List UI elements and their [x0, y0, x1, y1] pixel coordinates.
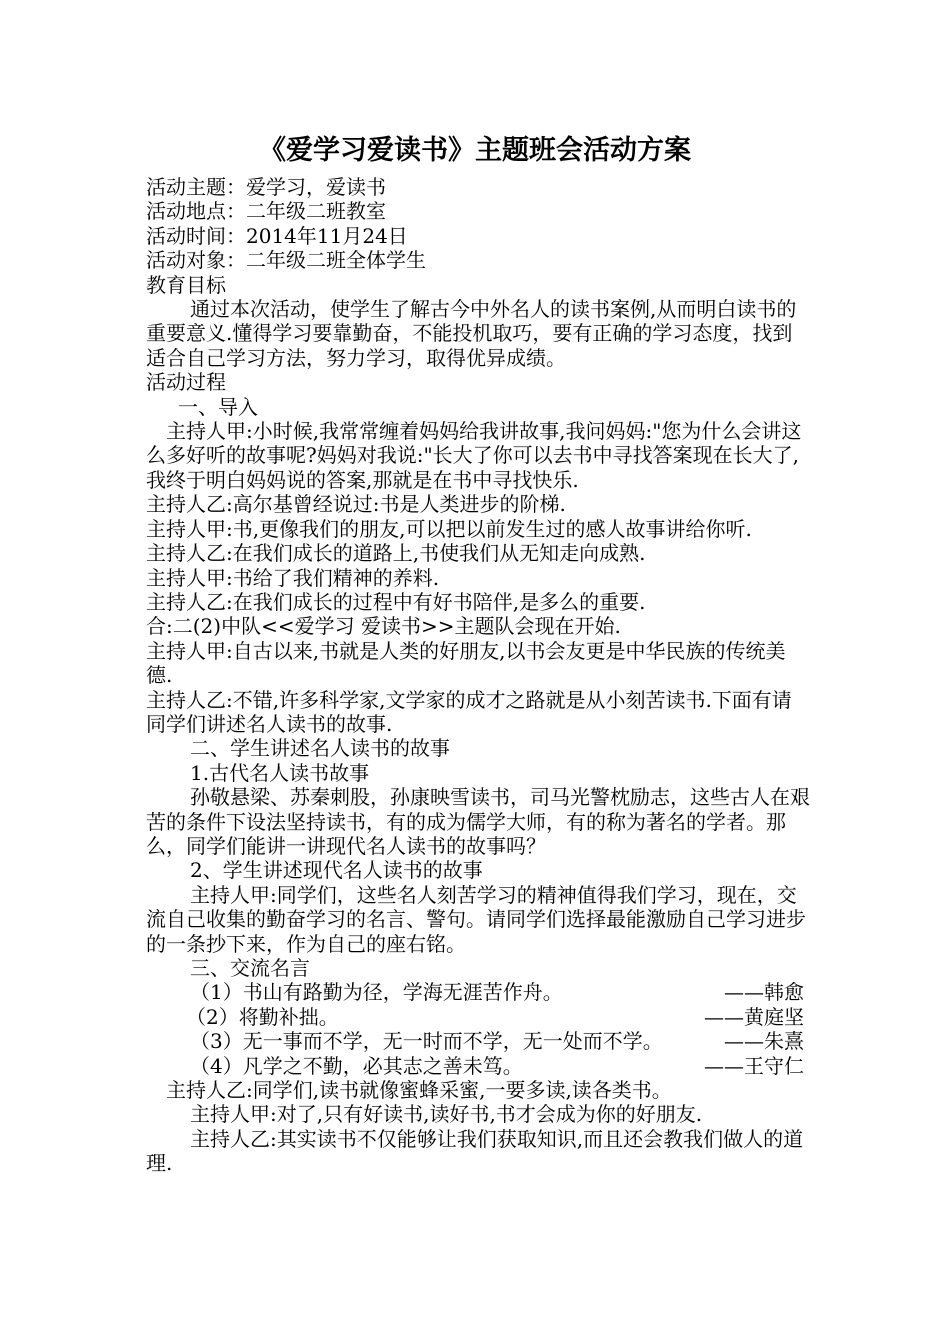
closing-paragraph: 主持人乙:其实读书不仅能够让我们获取知识,而且还会教我们做人的道理.: [146, 1126, 804, 1176]
intro-paragraph: 主持人乙:在我们成长的过程中有好书陪伴,是多么的重要.: [146, 589, 646, 614]
quote-author: ——朱熹: [724, 1029, 804, 1054]
info-time: 活动时间：2014年11月24日: [146, 223, 408, 248]
intro-paragraph: 主持人甲:小时候,我常常缠着妈妈给我讲故事,我问妈妈:"您为什么会讲这么多好听的故事呢?妈妈对我说:"长大了你可以去书中寻找答案现在长大了,我终于明白妈妈说的答案,那就是在书中寻找快乐.: [146, 419, 802, 492]
section-heading-intro: 一、导入: [178, 394, 258, 419]
ancient-stories-text: 孙敬悬梁、苏秦刺股，孙康映雪读书，司马光警枕励志，这些古人在艰苦的条件下设法坚持读书，有的成为儒学大师，有的称为著名的学者。那么，同学们能讲一讲现代名人读书的故事吗？: [146, 785, 810, 858]
quote-text: （2）将勤补拙。: [186, 1004, 339, 1029]
quote-line: [146, 980, 810, 1004]
quote-text: （3）无一事而不学，无一时而不学，无一处而不学。: [190, 1029, 663, 1054]
quote-line: [146, 1029, 810, 1053]
goal-heading: 教育目标: [146, 272, 226, 297]
info-theme: 活动主题：爱学习，爱读书: [146, 175, 386, 199]
quote-text: （1）书山有路勤为径，学海无涯苦作舟。: [190, 980, 563, 1005]
intro-paragraph: 主持人乙:高尔基曾经说过:书是人类进步的阶梯.: [146, 492, 566, 517]
section-heading-quotes: 三、交流名言: [190, 956, 310, 980]
subheading-modern-stories: 2、学生讲述现代名人读书的故事: [190, 858, 483, 883]
subheading-ancient-stories: 1.古代名人读书故事: [190, 760, 370, 785]
intro-paragraph: 合:二(2)中队<<爱学习 爱读书>>主题队会现在开始.: [146, 614, 621, 639]
section-heading-stories: 二、学生讲述名人读书的故事: [190, 736, 450, 761]
quote-line: [146, 1005, 810, 1029]
quote-line: [146, 1054, 810, 1078]
quote-author: ——黄庭坚: [704, 1004, 804, 1029]
quote-author: ——王守仁: [704, 1053, 804, 1078]
intro-paragraph: 主持人甲:书,更像我们的朋友,可以把以前发生过的感人故事讲给你听.: [146, 516, 752, 541]
goal-text: 通过本次活动，使学生了解古今中外名人的读书案例,从而明白读书的重要意义.懂得学习要靠勤奋，不能投机取巧，要有正确的学习态度，找到适合自己学习方法，努力学习，取得优异成绩。: [146, 297, 797, 370]
intro-paragraph: 主持人乙:在我们成长的道路上,书使我们从无知走向成熟.: [146, 541, 646, 566]
document-body: [146, 175, 810, 1176]
intro-paragraph: 主持人甲:书给了我们精神的养料.: [146, 565, 440, 590]
closing-paragraph: 主持人乙:同学们,读书就像蜜蜂采蜜,一要多读,读各类书。: [166, 1078, 672, 1103]
modern-stories-text: 主持人甲:同学们，这些名人刻苦学习的精神值得我们学习，现在，交流自己收集的勤奋学习的名言、警句。请同学们选择最能激励自己学习进步的一条抄下来，作为自己的座右铭。: [146, 882, 806, 956]
closing-paragraph: 主持人甲:对了,只有好读书,读好书,书才会成为你的好朋友.: [190, 1102, 703, 1127]
quote-author: ——韩愈: [724, 980, 804, 1005]
document-title: 《爱学习爱读书》主题班会活动方案: [259, 135, 691, 166]
intro-paragraph: 主持人甲:自古以来,书就是人类的好朋友,以书会友更是中华民族的传统美德.: [146, 638, 786, 688]
intro-paragraph: 主持人乙:不错,许多科学家,文学家的成才之路就是从小刻苦读书.下面有请同学们讲述名人读书的故事.: [146, 687, 792, 736]
info-location: 活动地点：二年级二班教室: [146, 199, 386, 224]
quote-text: （4）凡学之不勤，必其志之善未笃。: [190, 1053, 523, 1078]
info-audience: 活动对象：二年级二班全体学生: [146, 248, 426, 273]
process-heading: 活动过程: [146, 370, 226, 395]
